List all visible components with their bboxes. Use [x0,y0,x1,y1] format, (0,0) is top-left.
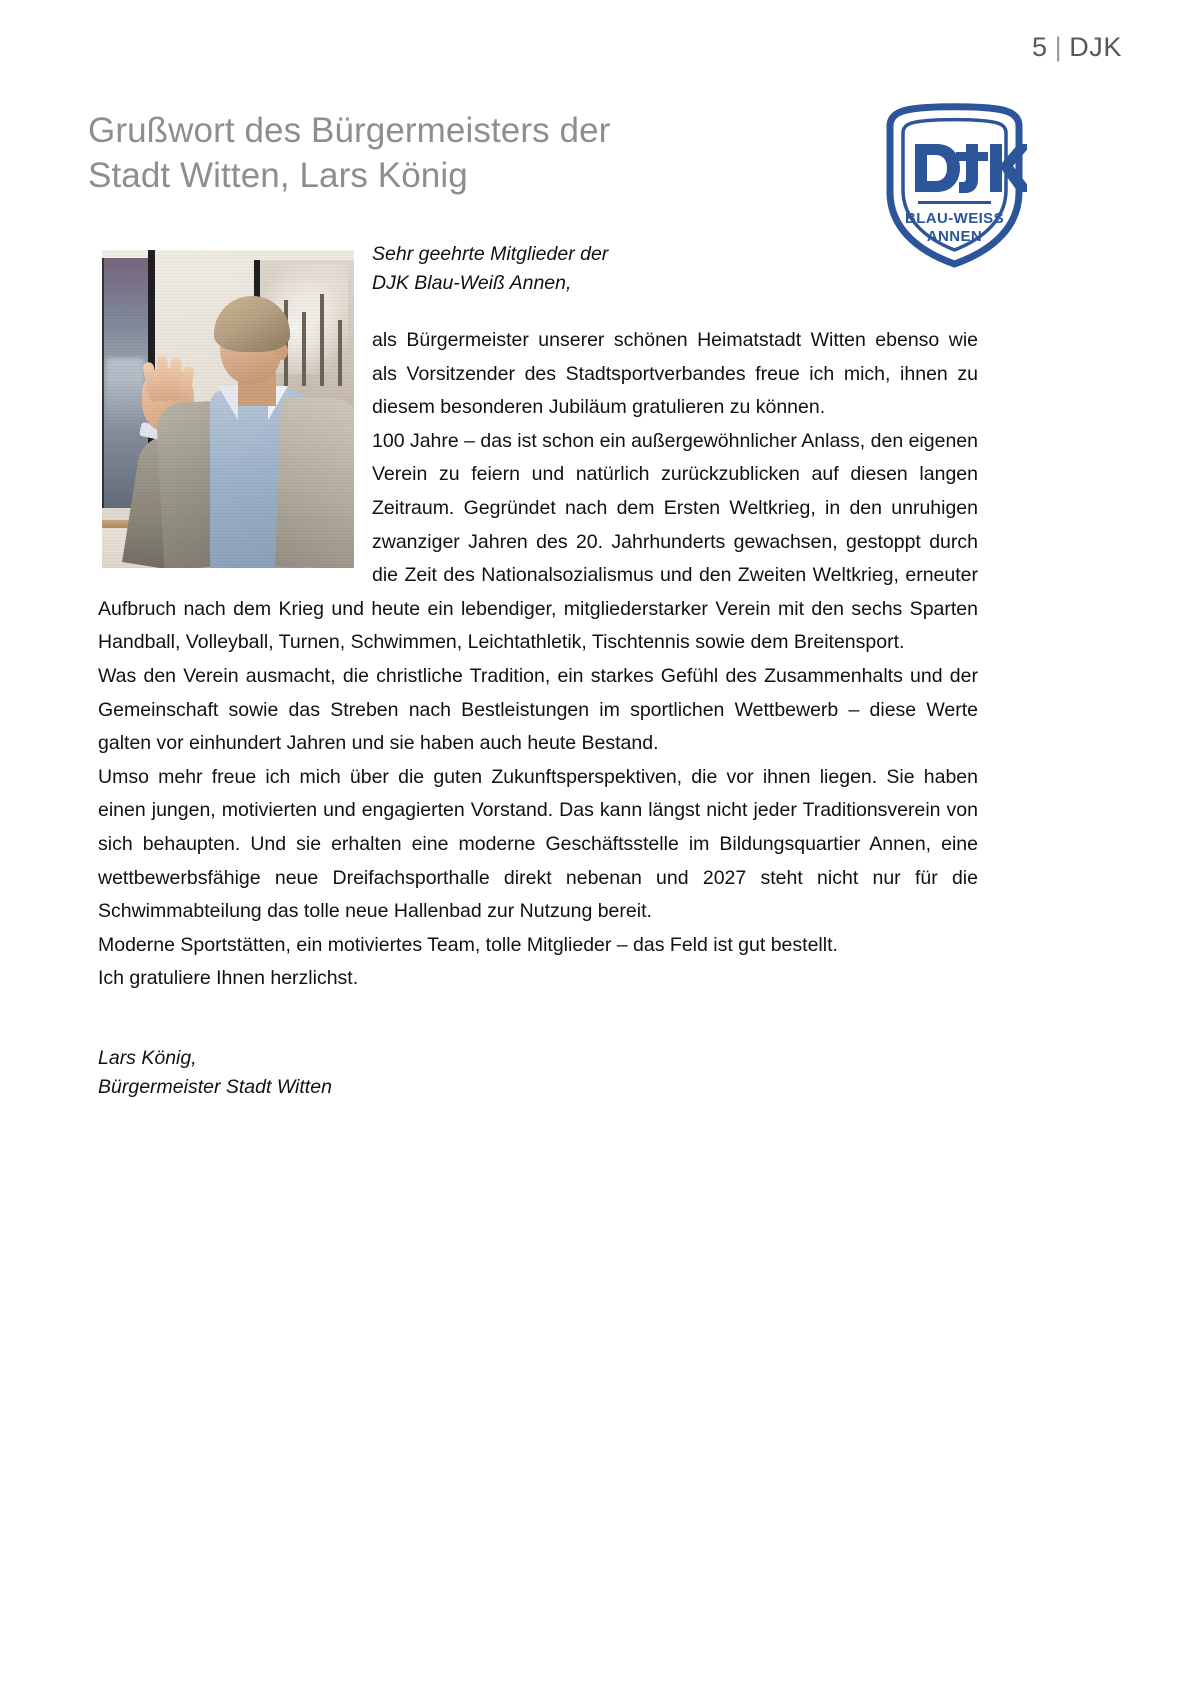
page-title-line-2: Stadt Witten, Lars König [88,156,468,195]
letter-content [98,240,978,1102]
header-separator: | [1054,32,1063,62]
letter-paragraph-5: Moderne Sportstätten, ein motiviertes Team, tolle Mitglieder – das Feld ist gut bestellt. [98,933,838,956]
photo-painting-chimney [338,320,342,386]
page-header [1032,32,1122,63]
letter-paragraph-4: Umso mehr freue ich mich über die guten Zukunftsperspektiven, die vor ihnen liegen. Sie haben einen jungen, motivierten und engagierten Vorstand. Das kann längst nicht jeder Traditionsverein von sich behaupten. Und sie erhalten eine moderne Geschäftsstelle im Bildungsquartier Annen, eine wettbewerbsfähige neue Dreifachsporthalle direkt nebenan und 2027 steht nicht nur für die Schwimmabteilung das tolle neue Hallenbad zur Nutzung bereit. [98,765,978,923]
letter-paragraph-1: als Bürgermeister unserer schönen Heimatstadt Witten ebenso wie als Vorsitzender des Stadtsportverbandes freue ich mich, ihnen zu diesem besonderen Jubiläum gratulieren zu können. [372,329,978,419]
logo-subtitle-line-1: BLAU-WEISS [905,210,1004,227]
photo-person-jacket-right [275,397,354,568]
letter-signature [98,1044,978,1102]
page-number: 5 [1031,32,1048,62]
publication-name: DJK [1069,32,1122,62]
page-title [88,108,788,198]
signature-name: Lars König, [98,1046,197,1069]
photo-painting-chimney [302,312,306,386]
portrait-photo [102,250,354,568]
photo-person-collar [218,386,238,420]
salutation-line-1: Sehr geehrte Mitglieder der [372,243,609,265]
letter-paragraph-6: Ich gratuliere Ihnen herzlichst. [98,967,359,990]
letter-paragraph-2: 100 Jahre – das ist schon ein außergewöhnlicher Anlass, den eigenen Verein zu feiern und natürlich zurückzublicken auf diesen langen Zeitraum. Gegründet nach dem Ersten Weltkrieg, in den unruhigen zwanziger Jahren des 20. Jahrhunderts gewachsen, gestoppt durch die Zeit des Nationalsozialismus und den Zweiten Weltkrieg, erneuter Aufbruch nach dem Krieg und heute ein lebendiger, mitgliederstarker Verein mit den sechs Sparten Handball, Volleyball, Turnen, Schwimmen, Leichtathletik, Tischtennis sowie dem Breitensport. [98,429,978,654]
page-title-line-1: Grußwort des Bürgermeisters der [88,111,611,150]
logo-subtitle-line-2: ANNEN [926,228,983,245]
letter-paragraph-3: Was den Verein ausmacht, die christliche Tradition, ein starkes Gefühl des Zusammenhalts und der Gemeinschaft sowie das Streben nach Bestleistungen im sportlichen Wettbewerb – diese Werte galten vor einhundert Jahren und sie haben auch heute Bestand. [98,664,978,755]
salutation-line-2: DJK Blau-Weiß Annen, [372,272,572,294]
photo-painting-chimney [320,294,324,386]
signature-role: Bürgermeister Stadt Witten [98,1075,332,1098]
